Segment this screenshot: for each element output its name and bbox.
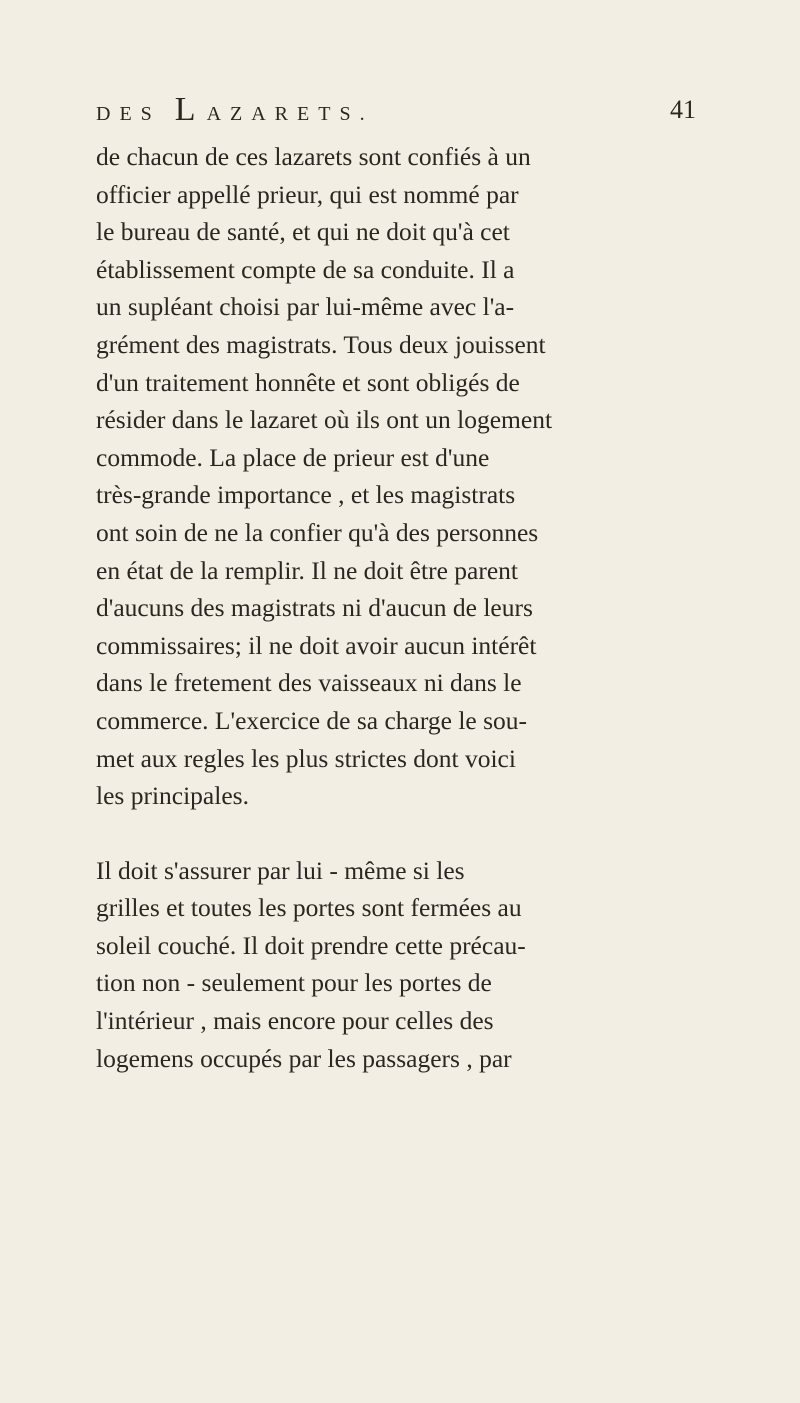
text-line: officier appellé prieur, qui est nommé par — [96, 179, 519, 209]
text-line: établissement compte de sa conduite. Il a — [96, 254, 515, 284]
text-line: Il doit s'assurer par lui - même si les — [96, 855, 465, 885]
text-line: d'aucuns des magistrats ni d'aucun de leurs — [96, 593, 533, 623]
text-line: soleil couché. Il doit prendre cette précau- — [96, 930, 526, 960]
paragraph-2 — [96, 852, 716, 1078]
text-line: commerce. L'exercice de sa charge le sou- — [96, 705, 528, 735]
text-line: commissaires; il ne doit avoir aucun intérêt — [96, 630, 537, 660]
text-line: en état de la remplir. Il ne doit être parent — [96, 555, 518, 585]
text-line: les principales. — [96, 781, 249, 811]
body-text — [96, 138, 716, 1077]
text-line: le bureau de santé, et qui ne doit qu'à cet — [96, 217, 510, 247]
text-line: logemens occupés par les passagers , par — [96, 1043, 512, 1073]
text-line: grément des magistrats. Tous deux jouissent — [96, 329, 546, 359]
text-line: commode. La place de prieur est d'une — [96, 442, 490, 472]
text-line: d'un traitement honnête et sont obligés de — [96, 367, 520, 397]
text-line: l'intérieur , mais encore pour celles des — [96, 1006, 494, 1036]
running-head — [96, 88, 696, 132]
text-line: tion non - seulement pour les portes de — [96, 968, 492, 998]
running-title — [96, 88, 374, 136]
running-title-initial: L — [174, 91, 207, 128]
text-line: un supléant choisi par lui-même avec l'a- — [96, 292, 515, 322]
paragraph-gap — [96, 815, 716, 852]
text-line: dans le fretement des vaisseaux ni dans le — [96, 668, 522, 698]
text-line: grilles et toutes les portes sont fermées au — [96, 893, 522, 923]
running-title-prefix: DES — [96, 103, 161, 125]
paragraph-1 — [96, 138, 716, 815]
text-line: très-grande importance , et les magistrats — [96, 480, 516, 510]
text-line: ont soin de ne la confier qu'à des personnes — [96, 517, 539, 547]
page-number: 41 — [670, 95, 696, 124]
text-line: de chacun de ces lazarets sont confiés à un — [96, 142, 531, 171]
text-line: résider dans le lazaret où ils ont un logement — [96, 405, 553, 435]
running-title-rest: AZARETS. — [206, 103, 374, 125]
text-line: met aux regles les plus strictes dont voici — [96, 743, 516, 773]
